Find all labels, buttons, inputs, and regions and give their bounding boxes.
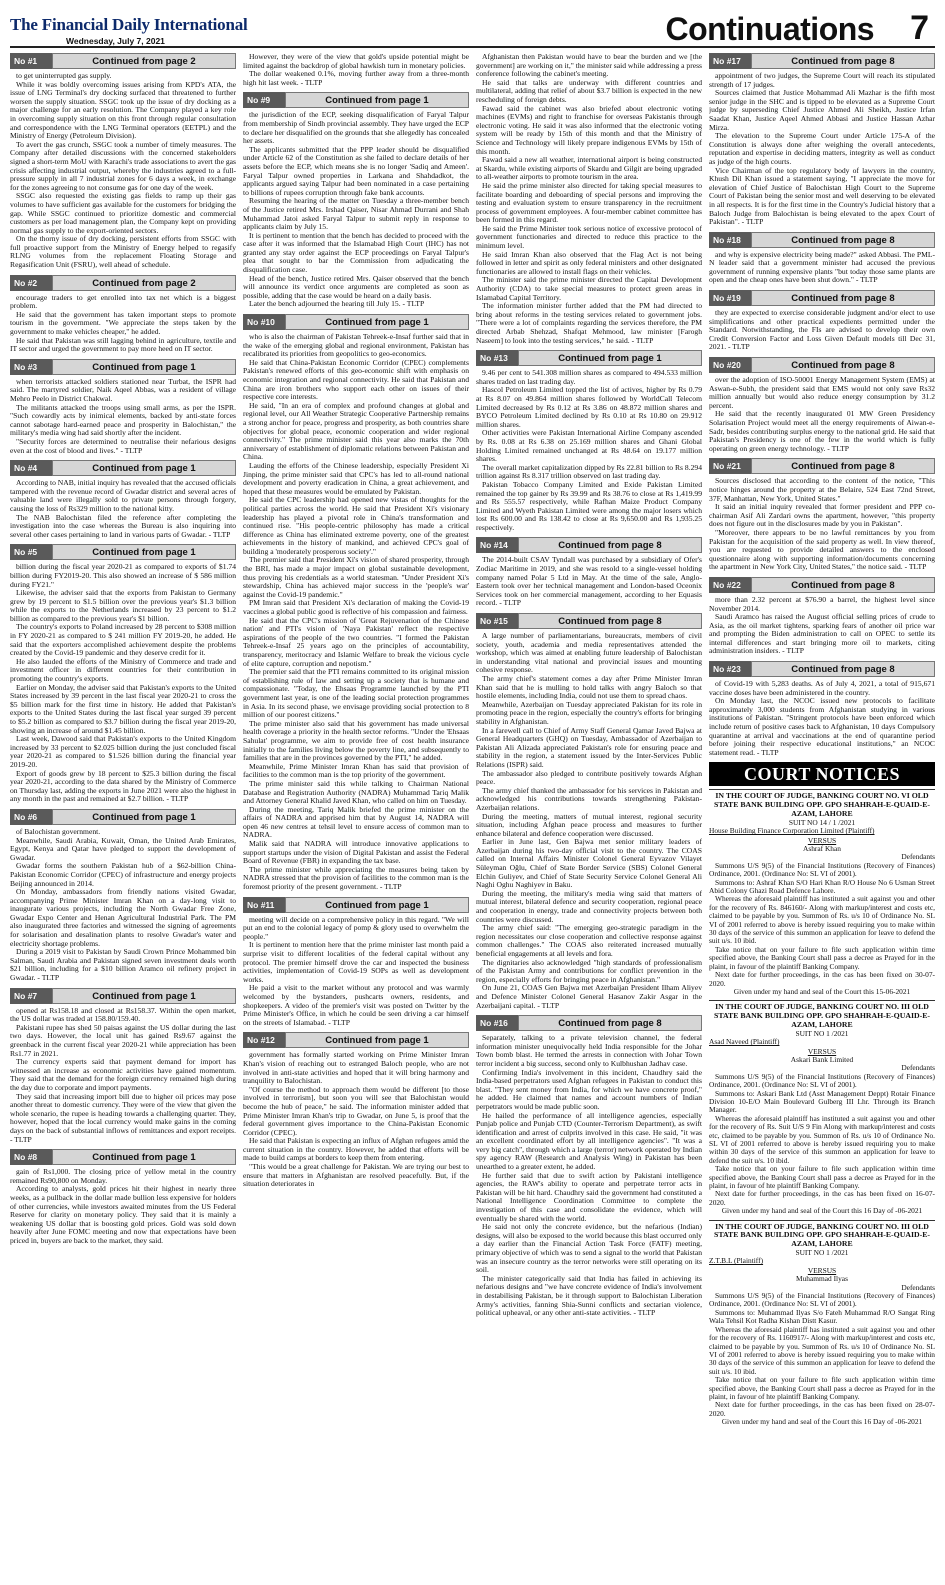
story-body xyxy=(10,828,236,983)
story-header xyxy=(10,1149,236,1165)
story-paragraph: During the meeting, Tariq Malik briefed the prime minister on the affairs of NADRA and apprised him that by August 14, NADRA will open 46 new centres at tehsil level to ensure access of common man to NADRA. xyxy=(243,804,469,840)
story-paragraph: encourage traders to get enrolled into tax net which is a biggest problem. xyxy=(10,292,236,311)
notice-defendants-label: Defendants xyxy=(901,1282,935,1292)
notice-body xyxy=(709,1292,935,1418)
story-continued-label: Continued from page 8 xyxy=(751,458,935,474)
story-number: No #11 xyxy=(243,897,285,913)
story-paragraph: Meanwhile, Prime Minister Imran Khan has said that provision of facilities to the common man is the top priority of the government. xyxy=(243,761,469,780)
story-header xyxy=(476,1015,702,1031)
story-number: No #6 xyxy=(10,809,52,825)
story xyxy=(10,275,236,354)
story xyxy=(10,988,236,1145)
story xyxy=(709,661,935,757)
story xyxy=(243,92,469,309)
story xyxy=(243,897,469,1028)
story-header xyxy=(709,661,935,677)
story-paragraph: Resuming the hearing of the matter on Tuesday a three-member bench of the Justice retired Mrs. Irshad Qaiser, Nisar Ahmad Durrani and Shah Muhammad Jatoi asked Faryal Talpur to submit reply in response to applicants claim by July 15. xyxy=(243,196,469,232)
story-paragraph: He said that Pakistan was still lagging behind in agriculture, textile and IT sector and urged the government to pay more heed on IT sector. xyxy=(10,335,236,354)
story-paragraph: The premier said that President Xi's vision of shared prosperity, through the BRI, has made a major impact on global sustainable development, thus proving his credentials as a world statesman. "Under President Xi's stewardship, China has achieved major success in the 'people's war' against the Covid-19 pandemic." xyxy=(243,555,469,599)
story-paragraph: The currency experts said that payment demand for import has witnessed an increase as economic activities have gained momentum. They said that the demand for the foreign currency remained high during the day due to corporate and import payments. xyxy=(10,1057,236,1092)
story-paragraph: of Covid-19 with 5,283 deaths. As of July 4, 2021, a total of 915,671 vaccine doses have been administered in the country. xyxy=(709,679,935,697)
story-paragraph: Malik said that NADRA will introduce innovative applications to support startups under the vision of Digital Pakistan and assist the Federal Board of Revenue (FBR) in expanding the tax base. xyxy=(243,839,469,866)
story-body xyxy=(243,916,469,1028)
story xyxy=(243,314,469,892)
story-paragraph: Separately, talking to a private television channel, the federal information minister unequivocally held India responsible for the Johar Town bomb blast. He termed the arrests in connection with Johar Town terror incident a big success, second only to Kulbhushan Jadhav case. xyxy=(476,1033,702,1068)
notice-paragraph: Summons U/S 9(5) of the Financial Institutions (Recovery of Finances) Ordinance, 2001. (Ordinance No: SL VI of 2001). xyxy=(709,860,935,879)
notice-court-name: IN THE COURT OF JUDGE, BANKING COURT NO. III OLD STATE BANK BUILDING OPP. GPO SHAHRAH-E-QUAID-E-AZAM, LAHORE xyxy=(713,1221,931,1249)
story-paragraph: meeting will decide on a comprehensive policy in this regard. "We will put an end to the colonial legacy of pomp & glory used to overwhelm the people." xyxy=(243,914,469,941)
story-paragraph: To avert the gas crunch, SSGC took a number of timely measures. The Company after detailed discussions with the concerned stakeholders signed a short-term MoU with Karachi's trade associations to avert the gas crisis affecting industrial output, whereby the industries agreed to a full-pressure supply in all 7 industrial zones for 6 days a week, in exchange for the zones agreeing to not consume gas for one day of the week. xyxy=(10,139,236,192)
story-paragraph: "Of course the method to approach them would be different [to those involved in terrorism], but soon you will see that Balochistan would become the hub of peace," he said. The information minister added that Prime Minister Imran Khan's trip to Gwadar, on June 5, is proof that the federal government gives importance to the China-Pakistan Economic Corridor (CPEC). xyxy=(243,1084,469,1137)
story-paragraph: During the meeting, matters of mutual interest, regional security situation, including Afghan peace process and measures to further enhance bilateral and defence cooperation were discussed. xyxy=(476,811,702,838)
story-paragraph: He said not only the concrete evidence, but the nefarious (Indian) designs, will also be exposed to the world because this blast occurred only a day earlier than the Financial Action Task Force (FATF) meeting, primary objective of which was to send a signal to the world that Pakistan was an insecure country as the terror networks were still operating on its soil. xyxy=(476,1222,702,1275)
story-body xyxy=(243,333,469,892)
story-number: No #19 xyxy=(709,290,751,306)
story xyxy=(709,357,935,453)
notice-body xyxy=(709,1073,935,1208)
story xyxy=(10,359,236,455)
story-paragraph: It is pertinent to mention that the bench has decided to proceed with the case after it was informed that the Islamabad High Court (IHC) has not granted any stay order against the ECP proceedings on Faryal Talpur's plea that sought to bar the Commission from adjudicating the disqualification case. xyxy=(243,230,469,275)
story-continued-label: Continued from page 1 xyxy=(52,544,236,560)
story-header xyxy=(10,988,236,1004)
notice-paragraph: Next date for further proceedings, in the cas has been fixed on 30-07-2020. xyxy=(709,970,935,988)
story-header xyxy=(10,544,236,560)
notice-paragraph: Summons U/S 9(5) of the Financial Institutions (Recovery of Finances) Ordinance, 2001. (Ordinance No: SL VI of 2001). xyxy=(709,1071,935,1090)
story-paragraph: The prime minister while appreciating the measures being taken by NADRA stressed that the provision of facilities to the common man is the foremost priority of the present government. - TLTP xyxy=(243,864,469,892)
notice-defendant: Askari Bank Limited xyxy=(790,1054,854,1064)
story-paragraph: Last week, Dawood said that Pakistan's exports to the United Kingdom increased by 33 percent to $2.025 billion during the just concluded fiscal year 2020-21 as compared to $1.526 billion during the financial year 2019-20. xyxy=(10,734,236,769)
masthead-right xyxy=(666,10,936,46)
story-paragraph: He said that the government has taken important steps to promote tourism in the government. "We appreciate the steps taken by the government to make vehicles cheaper," he added. xyxy=(10,309,236,337)
story-paragraph: of Balochistan government. xyxy=(16,826,101,836)
story-continued-label: Continued from page 1 xyxy=(52,1149,236,1165)
story-continued-label: Continued from page 1 xyxy=(52,460,236,476)
story-header xyxy=(10,460,236,476)
story-paragraph: Export of goods grew by 18 percent to $25.3 billion during the fiscal year 2020-21, according to the data shared by the Ministry of Commerce on Thursday last, adding the exports in June 2021 were also the highest in any month in the past and remained at $2.7 billion. - TLTP xyxy=(10,768,236,804)
story-paragraph: who is also the chairman of Pakistan Tehreek-e-Insaf further said that in the wake of the emerging global and regional environment, Pakistan has recalibrated its priorities from geopolitics to geo-economics. xyxy=(243,332,469,359)
story-number: No #15 xyxy=(476,613,518,629)
court-notice xyxy=(709,1220,935,1427)
story-paragraph: opened at Rs158.18 and closed at Rs158.37. Within the open market, the US dollar was traded at 158.80/159.40. xyxy=(10,1005,236,1024)
story-body xyxy=(709,477,935,572)
story xyxy=(10,460,236,539)
story-paragraph: The minister said the prime minister directed the Capital Development Authority (CDA) to take special measures to protect green areas in Islamabad Capital Territory. xyxy=(476,275,702,302)
notice-versus: VERSUS xyxy=(807,1046,837,1056)
court-notices-banner: COURT NOTICES xyxy=(709,762,935,786)
story-paragraph: Sources claimed that Justice Mohammad Ali Mazhar is the fifth most senior judge in the SHC and is tipped to be elevated as a Supreme Court judge by superseding Chief Justice Ahmed Ali Sheikh, Justice Irfan Saadat Khan, Justice Aqeel Ahmed Abbasi and Justice Hassan Azhar Mirza. xyxy=(709,88,935,132)
story-paragraph: Meanwhile, Azerbaijan on Tuesday appreciated Pakistan for its role in promoting peace in the region, especially the country's efforts for bringing stability in Afghanistan. xyxy=(476,699,702,726)
story-paragraph: The dignitaries also acknowledged "high standards of professionalism of the Pakistan Army and contributions for conflict prevention in the region, especially efforts for bringing peace in Afghanistan." xyxy=(476,957,702,984)
story-header xyxy=(709,357,935,373)
story-paragraph: It said an initial inquiry revealed that former president and PPP co-chairman Asif Ali Zardari owns the apartment, however, "this property does not figure out in the disclosures made by you in Pakistan". xyxy=(709,502,935,529)
story-header xyxy=(476,350,702,366)
story-continued-label: Continued from page 1 xyxy=(285,897,469,913)
notice-court-name: IN THE COURT OF JUDGE, BANKING COURT NO. VI OLD STATE BANK BUILDING OPP. GPO SHAHRAH-E-QUAID-E-AZAM, LAHORE xyxy=(713,791,931,818)
story xyxy=(476,613,702,1010)
story-continued-label: Continued from page 8 xyxy=(751,232,935,248)
story-number: No #22 xyxy=(709,577,751,593)
masthead-left xyxy=(10,15,248,46)
notice-paragraph: Next date for further proceedings, in the cas has been fixed on 28-07-2020. xyxy=(709,1400,935,1418)
story-body xyxy=(709,309,935,352)
notice-paragraph: Summons to: Ashraf Khan S/O Hari Khan R/O House No 6 Usman Street Abid Colony Ghazi Road Defence Lahore. xyxy=(709,877,935,896)
story-paragraph: The dollar weakened 0.1%, moving further away from a three-month high hit last week. - TLTP xyxy=(243,69,469,87)
story-paragraph: appointment of two judges, the Supreme Court will reach its stipulated strength of 17 judges. xyxy=(709,71,935,89)
notice-body xyxy=(709,862,935,988)
notice-paragraph: Whereas the aforesaid plaintiff has instituted a suit against you and other for the recovery of Rs. 1160917/- Along with markup/interest and costs etc, claimed to be payable by you. Summon of Rs. u/s 10 of Ordinance No. SL VI of 2001 referred to above is hereby issued requiring you to make within 30 days of the service of this summon an application for leave to defend the suit u/s. 10 ibid. xyxy=(709,1324,935,1376)
story xyxy=(709,53,935,227)
story-paragraph: The applicants submitted that the PPP leader should be disqualified under Article 62 of the Constitution as she failed to declare details of her assets before the ECP, which means she is no longer 'Sadiq and Ameen'. Faryal Talpur owned properties in Larkana and Shahdadkot, the applicants argued saying Talpur had been nominated in a case pertaining to billions of rupees corruption through fake bank accounts. xyxy=(243,144,469,197)
story-paragraph: SSGC also requested the existing gas fields to ramp up their gas volumes to have sufficient gas available for the customers for bridging the gap. While SSGC continued to prioritize domestic and commercial customers as per load management plan, the Company kept on providing normal gas supply to the export-oriented sectors. xyxy=(10,191,236,235)
page-number: 7 xyxy=(910,9,929,47)
notice-plaintiff: Z.T.B.L (Plaintiff) xyxy=(709,1256,764,1266)
story-paragraph: Pakistan Tobacco Company Limited and Exide Pakistan Limited remained the top gainer by Rs 39.99 and Rs 38.76 to close at Rs 1,419.99 and Rs 555.57 respectively, while Rafhan Maize Product Company Limited and Wyeth Pakistan Limited were among the major losers which lost Rs 600.00 and Rs 138.42 to close at Rs 9,650.00 and Rs 1,935.25 respectively. xyxy=(476,479,702,532)
story-paragraph: A large number of parliamentarians, bureaucrats, members of civil society, youth, academia and media representatives attended the workshop, which was aimed at enabling future leadership of Balochistan in understanding vital national and provincial issues and mounting cohesive response. xyxy=(476,631,702,675)
story-body xyxy=(709,680,935,757)
story-paragraph: Later the bench adjourned the hearing till July 15. - TLTP xyxy=(249,299,425,309)
story xyxy=(476,1015,702,1318)
story-paragraph: The information minister further added that the PM had directed to bring about reforms in the testing services related to government jobs. "There were a lot of complaints regarding the services therefore, the PM directed Arbab Shehzad, Shafqat Mehmood, law minister [Farogh Naseem] to look into the testing services," he said. - TLTP xyxy=(476,301,702,345)
story-paragraph: On Monday last, the NCOC issued new protocols to facilitate approximately 3,000 students from Afghanistan studying in various institutions of Pakistan. "Stringent protocols have been enforced which include return of positive cases back to Afghanistan, 10 days Compulsory quarantine at arrival and vaccinations at the end of quarantine period before joining their respective educational institutions," an NCOC statement read. - TLTP xyxy=(709,696,935,757)
story-paragraph: Hascol Petroleum Limited topped the list of actives, higher by Rs 0.79 at Rs 8.07 on 49.864 million shares followed by WorldCall Telecom Limited decreased by Rs 0.12 at Rs 3.86 on 48.872 million shares and BYCO Petroleum Limited declined by Rs 0.10 at Rs 10.80 on 29.912 million shares. xyxy=(476,385,702,429)
story-paragraph: to get uninterrupted gas supply. xyxy=(16,71,112,80)
story-header xyxy=(10,53,236,69)
story-continued-label: Continued from page 8 xyxy=(518,1015,702,1031)
story-paragraph: He said that Pakistan is expecting an influx of Afghan refugees amid the current situation in the country. However, he added that efforts will be made to build camps at borders to keep them from entering. xyxy=(243,1136,469,1163)
story xyxy=(476,53,702,345)
story-body xyxy=(476,1034,702,1318)
notice-defendants-label: Defendants xyxy=(901,852,935,862)
story xyxy=(476,537,702,608)
story-paragraph: He said, "In an era of complex and profound changes at global and regional level, our All Weather Strategic Cooperative Partnership remains a strong anchor for peace, progress and prosperity, as both countries share objectives for global peace, economic cooperation and wider regional connectivity." The prime minister said this year also marks the 70th anniversary of establishment of diplomatic relations between Pakistan and China. xyxy=(243,400,469,462)
story-header xyxy=(709,458,935,474)
column-3 xyxy=(476,53,702,1581)
story-number: No #8 xyxy=(10,1149,52,1165)
story-paragraph: "This would be a great challenge for Pakistan. We are trying our best to ensure that matters in Afghanistan are resolved peacefully. But, if the situation deteriorates in xyxy=(243,1162,469,1189)
story-paragraph: He said that China-Pakistan Economic Corridor (CPEC) complements Pakistan's renewed efforts of this geo-economic shift with emphasis on economic integration and regional connectivity. He said that Pakistan and China are iron brothers who support each other on issues of their respective core interests. xyxy=(243,357,469,402)
story-paragraph: The prime minister said this while talking to Chairman National Database and Registration Authority (NADRA) Muhammad Tariq Malik and Attorney General Khalid Javed Khan, who called on him on Tuesday. xyxy=(243,778,469,806)
notice-paragraph: Take notice that on your failure to file such application within time specified above, the Banking Court shall pass a decree as Prayed for in the plaint, in favour of hte plaintiff Banking Company. xyxy=(709,1164,935,1191)
story-body xyxy=(10,378,236,455)
story-body xyxy=(10,1007,236,1145)
story-continued-label: Continued from page 1 xyxy=(285,1032,469,1048)
story-number: No #17 xyxy=(709,53,751,69)
notice-given-under: Given under my hand and seal of the Court this 16 Day of -06-2021 xyxy=(721,1417,923,1427)
story-header xyxy=(10,275,236,291)
story-paragraph: The NAB Balochistan filed the reference after completing the investigation into the case whereas the Bureau is also inquiring into several other cases pertaining to land in various parts of Gwadar. - TLTP xyxy=(10,512,236,539)
story-header xyxy=(243,92,469,108)
column-2 xyxy=(243,53,469,1581)
story-number: No #4 xyxy=(10,460,52,476)
story-paragraph: During a 2019 visit to Pakistan by Saudi Crown Prince Mohammed bin Salman, Saudi Arabia and Pakistan signed seven investment deals worth $21 billion, including for a $10 billion Aramco oil refinery project in Gwadar. - TLTP xyxy=(10,947,236,983)
masthead xyxy=(10,8,935,48)
story-paragraph: they are expected to exercise considerable judgment and/or elect to use simplifications and other practical expedients permitted under the Standard. Notwithstanding, the FIs are advised to develop their own Credit Conversion Factor and Loss Given Default models till Dec 31, 2021. - TLTP xyxy=(709,308,935,352)
story-number: No #1 xyxy=(10,53,52,69)
story xyxy=(476,350,702,532)
story-paragraph: While it was boldly overcoming issues arising from KPD's ATA, the issue of LNG Terminal's dry docking surfaced that threatened to further worsen the supply situation. SSGC took up the issue of dry docking as a major challenge for an early resolution. The Company played a key role in overcoming supply situation on this front through regular consultation and correspondence with the LNG Terminal operators (EETPL) and the Ministry of Energy (Petroleum Division). xyxy=(10,79,236,141)
story-continued-label: Continued from page 1 xyxy=(52,359,236,375)
notice-paragraph: Whereas the aforesaid plaintiff has instituted a suit against you and other for the recovery of Rs. 846160/- Along with markup/interest and costs etc, claimed to be payable by you. Summon of Rs. u/s 10 of Ordinance No. SL VI of 2001 referred to above is hereby issued requiring you to make within 30 days of the service of this summon an application for leave to defend the suit u/s. 10 ibid. xyxy=(709,894,935,946)
story-paragraph: He hailed the performance of all intelligence agencies, especially Punjab police and Punjab CTD (Counter-Terrorism Department), as swift identification and arrest of culprits involved in this case. He said, "it was an excellent coordinated effort by all intelligence agencies". "It was a very big catch", through which a large (terror) network operated by Indian spy agency RAW (Research and Analysis Wing) in Pakistan has been unearthed to a greater extent, he added. xyxy=(476,1110,702,1172)
story-body xyxy=(10,294,236,354)
story-paragraph: The premier said that the PTI remains committed to its original mission of establishing rule of law and setting up a society that is humane and compassionate. "Today, the Ehsaas Programme launched by the PTI government last year, is one of the leading social protection programmes in Asia. In its second phase, we envisage providing social protection to 8 million of our poorest citizens." xyxy=(243,667,469,720)
story-continued-label: Continued from page 1 xyxy=(52,988,236,1004)
story-body xyxy=(10,479,236,539)
section-title: Continuations xyxy=(665,11,875,47)
story xyxy=(709,458,935,572)
story xyxy=(709,232,935,285)
notice-suit-number: SUIT NO 1 /2021 xyxy=(795,1028,849,1038)
story-paragraph: 9.46 per cent to 541.308 million shares as compared to 494.533 million shares traded on last trading day. xyxy=(476,368,702,386)
story-paragraph: "Moreover, there appears to be no lawful remittances by you from Pakistan for the acquisition of the said property as well. In view thereof, you are requested to provide detailed answers to the enclosed questionnaire along with supporting information/documents concerning the apartment in New York City, United States," the notice said. - TLTP xyxy=(709,527,935,572)
story-continued-label: Continued from page 8 xyxy=(751,290,935,306)
story xyxy=(243,1032,469,1189)
story-body xyxy=(476,369,702,532)
story xyxy=(10,53,236,270)
story-paragraph: Meanwhile, Saudi Arabia, Kuwait, Oman, the United Arab Emirates, Egypt, Kenya and Qatar have pledged to support the development of Gwadar. xyxy=(10,835,236,862)
story xyxy=(10,1149,236,1245)
story-number: No #9 xyxy=(243,92,285,108)
story-number: No #3 xyxy=(10,359,52,375)
notice-given-under: Given under my hand and seal of the Court this 16 Day of -06-2021 xyxy=(721,1206,923,1216)
story-paragraph: Vice Chairman of the top regulatory body of lawyers in the country, Khush Dil Khan issued a statement saying, "I appreciate the move for elevation of Chief Justice of Balochistan High Court to the Supreme Court of Pakistan being the senior most and well deserving to be elevated in all respects. It is for the first time in the Country's Judicial history that a Baloch Judge from Balochistan is being elevated to the apex Court of Pakistan". - TLTP xyxy=(709,165,935,227)
story-number: No #13 xyxy=(476,350,518,366)
story-number: No #16 xyxy=(476,1015,518,1031)
story-paragraph: when terrorists attacked soldiers stationed near Turbat, the ISPR had said. The martyred soldier, Naik Aqeel Abbas, was a resident of village Mehro Peelo in District Chakwal. xyxy=(10,376,236,403)
story-paragraph: However, they were of the view that gold's upside potential might be limited against the backdrop of global hawkish turn in monetary policies. xyxy=(243,53,469,70)
story-continued-label: Continued from page 1 xyxy=(518,350,702,366)
story-paragraph: gain of Rs1,000. The closing price of yellow metal in the country remained Rs90,800 on Monday. xyxy=(10,1167,236,1185)
story-header xyxy=(10,359,236,375)
story-paragraph: government has formally started working on Prime Minister Imran Khan's vision of reaching out to estranged Baloch people, who are not involved in anti-state activities and hoped that it will bring harmony and tranquility to Balochistan. xyxy=(243,1050,469,1086)
story-paragraph: billion during the fiscal year 2020-21 as compared to exports of $1.74 billion during FY2019-20. This also showed an increase of $ 586 million during FY21." xyxy=(10,562,236,589)
story-paragraph: Earlier on Monday, the adviser said that Pakistan's exports to the United States increased by 39 percent in the last fiscal year 2020-21 to cross the $5 billion mark for the first time in history. He added that Pakistan's exports to the United States during the last fiscal year surged 39 percent to $5.2 billion as compared to $3.7 billion during the fiscal year 2019-20, showing an increase of around $1.45 billion. xyxy=(10,682,236,735)
story-paragraph: On Monday, ambassadors from friendly nations visited Gwadar, accompanying Prime Minister Imran Khan on a day-long visit to inaugurate various projects, including the North Gwadar Free Zone, Gwadar Expo Center and Henan Agricultural Industrial Park. The PM also inaugurated three factories and witnessed the signing of agreements for solarisation and desalination plants to resolve Gwadar's water and electricity shortage problems. xyxy=(10,887,236,948)
story-paragraph: Earlier in June last, Gen Bajwa met senior military leaders of Azerbaijan during his two-day official visit to the country. The COAS called on Internal Affairs Minister Colonel General Eyvazov Vilayet Süleyman Oğlu, Chief of State Border Service (SBS) Colonel General Elchin Guliyev, and Chief of State Security Service Colonel General Ali Naghi Oghu Naghiyev in Baku. xyxy=(476,837,702,890)
story-paragraph: It is pertinent to mention here that the prime minister last month paid a surprise visit to different localities of the federal capital without any protocol. The premier himself drove the car and inspected the business activities, implementation of Covid-19 SOPs as well as development works. xyxy=(243,940,469,984)
story-paragraph: Fawad said the cabinet was also briefed about electronic voting machines (EVMs) and right to franchise for overseas Pakistanis through electronic voting. He said it was also informed that the electronic voting system will be ready by 15th of this month and that the Ministry of Science and Technology will likely prepare indigenous EVMs by 15th of this month. xyxy=(476,103,702,156)
story-paragraph: He said that the recently inaugurated 01 MW Green Presidency Solarisation Project would meet all the energy requirements of Aiwan-e-Sadr, besides contributing surplus energy to the national grid. He said that Pakistan's Presidency is one of the few in the world which is fully operating on green energy technology. - TLTP xyxy=(709,409,935,453)
story-continued-label: Continued from page 8 xyxy=(518,537,702,553)
story-number: No #2 xyxy=(10,275,52,291)
notice-plaintiff: House Building Finance Corporation Limited (Plaintiff) xyxy=(709,826,875,836)
story-header xyxy=(476,537,702,553)
notice-defendant: Ashraf Khan xyxy=(803,844,841,854)
story-paragraph: The militants attacked the troops using small arms, as per the ISPR. "Such cowardly acts by inimical elements, backed by anti-state forces cannot sabotage hard-earned peace and prosperity in Balochistan," the military's media wing had said shortly after the incident. xyxy=(10,402,236,438)
story xyxy=(10,544,236,804)
story-continued-label: Continued from page 8 xyxy=(751,661,935,677)
story xyxy=(243,53,469,87)
story-paragraph: Pakistani rupee has shed 50 paisas against the US dollar during the last two days. However, the local unit has gained Rs9.67 against the greenback in the current fiscal year 2020-21 while appreciation has been Rs1.77 in 2021. xyxy=(10,1022,236,1058)
story-body xyxy=(243,1051,469,1189)
story-body xyxy=(709,72,935,227)
story-paragraph: PM Imran said that President Xi's declaration of making the Covid-19 vaccines a global public good is reflective of his compassion and fairness. xyxy=(243,598,469,617)
story-continued-label: Continued from page 1 xyxy=(285,314,469,330)
story-number: No #14 xyxy=(476,537,518,553)
notice-paragraph: Next date for further proceedings, in the cas has been fixed on 16-07-2020. xyxy=(709,1189,935,1207)
story-number: No #23 xyxy=(709,661,751,677)
story-paragraph: During the meeting, the military's media wing said that matters of mutual interest, bilateral defence and security cooperation, regional peace and cooperation in energy, trade and connectivity projects between both countries were discussed. xyxy=(476,888,702,924)
story-paragraph: The overall market capitalization dipped by Rs 22.81 billion to Rs 8.294 trillion against Rs 8.317 trillion observed on last trading day. xyxy=(476,462,702,481)
story-paragraph: According to analysts, gold prices hit their highest in nearly three weeks, as a pullback in the dollar made bullion less expensive for holders of other currencies, while investors awaited minutes from the US Federal Reserve for clarity on monetary policy. They said that it is mainly a weakening US dollar that is boosting gold prices. Gold was sold down heavily after June FOMC meeting and now that expectations have been priced in, buyers are back to the market, they said. xyxy=(10,1184,236,1245)
story-paragraph: On the thorny issue of dry docking, persistent efforts from SSGC with full proactive support from the Ministry of Energy helped to regasify RLNG volumes from the replacement Floating Storage and Regasification Unit (FSRU), well ahead of schedule. xyxy=(10,234,236,270)
story-paragraph: Afghanistan then Pakistan would have to bear the burden and we [the government] are working on it," the minister said while addressing a press conference following the cabinet's meeting. xyxy=(476,53,702,79)
story-continued-label: Continued from page 2 xyxy=(52,53,236,69)
story-paragraph: the jurisdiction of the ECP, seeking disqualification of Faryal Talpur from membership of Sindh provincial assembly. They have urged the ECP to declare her disqualified on the grounds that she allegedly has concealed her assets. xyxy=(243,110,469,146)
paper-date: Wednesday, July 7, 2021 xyxy=(66,36,165,46)
story-paragraph: The minister categorically said that India has failed in achieving its nefarious designs and "we have concrete evidence of India's involvement in destabilising Pakistan, be it through support to Balochistan Liberation Army's activities, fanning Shia-Sunni conflicts and sectarian violence, political upheaval, or any other anti-state activities. - TLTP xyxy=(476,1273,702,1318)
notice-paragraph: Summons to: Askari Bank Ltd (Asst Management Deppt) Rotair Finance Division 10-E/O Main Boulevard Gulberg III Lhr. Through its Branch Manager. xyxy=(709,1088,935,1115)
columns xyxy=(10,53,935,1581)
story-continued-label: Continued from page 2 xyxy=(52,275,236,291)
story-paragraph: Other activities were Pakistan International Airline Company ascended by Rs. 0.08 at Rs 6.38 on 25.169 million shares and Ghani Global Holding Limited remained unchanged at Rs 48.64 on 19.177 million shares. xyxy=(476,428,702,464)
column-1 xyxy=(10,53,236,1581)
story-body xyxy=(476,556,702,608)
story-continued-label: Continued from page 8 xyxy=(751,357,935,373)
story-paragraph: He said the prime minister also directed for taking special measures to facilitate boarding and deboarding of special persons and improving the testing and evaluation system to ensure transparency in the recruitment process of government employees. A four-member cabinet committee has been formed in this regard. xyxy=(476,180,702,225)
notice-paragraph: Summons to: Muhammad Ilyas S/o Fateh Muhammad R/O Sangat Ring Wala Tehsil Kot Radha Kishan Distt Kasur. xyxy=(709,1307,935,1326)
story-paragraph: The country's exports to Poland increased by 28 percent to $308 million in FY 2020-21 as compared to $ 241 million FY 2019-20, he added. He said that the exporters accomplished achievement despite the problems created by the Covid-19 pandemic and they deserve credit for it. xyxy=(10,622,236,658)
story-body xyxy=(243,111,469,309)
story-paragraph: According to NAB, initial inquiry has revealed that the accused officials tampered with the revenue record of Gwadar district and several acres of valuable land were illegally sold to private persons through forgery, causing the loss of Rs329 million to the national kitty. xyxy=(10,478,236,513)
story-continued-label: Continued from page 1 xyxy=(285,92,469,108)
story-number: No #5 xyxy=(10,544,52,560)
story-paragraph: He said that the CPC's mission of 'Great Rejuvenation of the Chinese nation' and PTI's vision of 'Naya Pakistan' reflect the respective aspirations of the people of the two countries. "I formed the Pakistan Tehreek-e-Insaf 25 years ago on the principles of accountability, transparency, meritocracy and Islamic Welfare to break the vicious cycle of elite capture, corruption and nepotism." xyxy=(243,615,469,668)
story-paragraph: more than 2.32 percent at $76.90 a barrel, the highest level since November 2014. xyxy=(709,594,935,613)
story-paragraph: and why is expensive electricity being made?" asked Abbasi. The PML-N leader said that a government minister had accused the previous government of running expensive plants "but today those same plants are open and the cheap ones have been shut down." - TLTP xyxy=(709,249,935,285)
story-paragraph: Confirming India's involvement in this incident, Chaudhry said the India-based perpetrators used Afghan refugees in Pakistan to conduct this blast. "They sent money from India, for which we have concrete proof," he added. He claimed that names and account numbers of Indian perpetrators would be made public soon. xyxy=(476,1067,702,1111)
court-notice xyxy=(709,1000,935,1215)
story-number: No #21 xyxy=(709,458,751,474)
story-continued-label: Continued from page 8 xyxy=(751,53,935,69)
notice-court-name: IN THE COURT OF JUDGE, BANKING COURT NO. III OLD STATE BANK BUILDING OPP. GPO SHAHRAH-E-QUAID-E-AZAM, LAHORE xyxy=(713,1002,931,1029)
story-paragraph: "Security forces are determined to neutralise their nefarious designs even at the cost of blood and lives." - TLTP xyxy=(10,436,236,455)
story-paragraph: Sources disclosed that according to the content of the notice, "This notice hinges around the property at the Belaire, 524 East 72nd Street, 37F, Manhattan, New York, United States." xyxy=(709,476,935,503)
story xyxy=(10,809,236,983)
story-header xyxy=(709,290,935,306)
notice-paragraph: Take notice that on your failure to file such application within time specified above, the Banking Court shall pass a decree as Prayed for in the plaint, in favour of the plaintiff Banking Company. xyxy=(709,944,935,971)
story-paragraph: over the adoption of ISO-50001 Energy Management System (EMS) at Aswan-e-Subh, the president said that EMS would not only save Rs32 million annually but would also reduce energy consumption by 31.2 percent. xyxy=(709,375,935,410)
story-body xyxy=(709,596,935,656)
story-number: No #18 xyxy=(709,232,751,248)
story-body xyxy=(476,53,702,345)
story-paragraph: The army chief thanked the ambassador for his services in Pakistan and acknowledged his contributions towards strengthening Pakistan-Azerbaijan relations. xyxy=(476,785,702,812)
story-number: No #7 xyxy=(10,988,52,1004)
notice-suit-number: SUIT NO 14 / 1 /2021 xyxy=(788,817,856,827)
notice-versus: VERSUS xyxy=(807,835,837,845)
story-header xyxy=(243,314,469,330)
story-paragraph: He said Imran Khan also observed that the Flag Act is not being followed in letter and spirit as only federal ministers and other designated functionaries are allowed to install flags on their vehicles. xyxy=(476,249,702,276)
story-paragraph: He said that talks are underway with different countries and multilateral, adding that relief of about $3.7 billion is expected in the new rescheduling of foreign debts. xyxy=(476,77,702,104)
paper-name: The Financial Daily International xyxy=(10,15,248,34)
story-header xyxy=(476,613,702,629)
notice-defendant: Muhammad Ilyas xyxy=(796,1274,848,1284)
notice-paragraph: Summons U/S 9(5) of the Financial Institutions (Recovery of Finances) Ordinance, 2001. (Ordinance No: SL VI of 2001). xyxy=(709,1291,935,1309)
story-paragraph: They said that increasing import bill due to higher oil prices may pose another threat to domestic currency. They were of the view that given the whole scenario, the rupee is heading towards a challenging quarter. They, however, hoped that the local currency would make gains in the coming days on the back of substantial inflows of remittances and export receipts. - TLTP xyxy=(10,1091,236,1144)
story-paragraph: The ambassador also pledged to contribute positively towards Afghan peace. xyxy=(476,768,702,787)
story-continued-label: Continued from page 1 xyxy=(52,809,236,825)
story-header xyxy=(243,1032,469,1048)
story-paragraph: Head of the bench, Justice retired Mrs. Qaiser observed that the bench will announce its verdict once arguments are completed as soon as possible, adding that the case would be heard on a daily basis. xyxy=(243,273,469,300)
story-paragraph: Saudi Aramco has raised the August official selling prices of crude to Asia, as the oil market tightens, sparking fears of another oil price war and prompting the Biden administration to call on OPEC to settle its internal differences and start bringing more oil to markets, citing administration insiders. - TLTP xyxy=(709,612,935,656)
notice-versus: VERSUS xyxy=(807,1265,837,1275)
story-paragraph: He further said that due to swift action by Pakistani intelligence agencies, the RAW's ability to operate and perpetrate terror acts in Pakistan will be hit hard. Chaudhry said the government had constituted a National Intelligence Coordination Committee to complete the investigation of this case and consolidate the evidence, which will eventually be shared with the world. xyxy=(476,1170,702,1223)
story-paragraph: The army chief said: "The emerging geo-strategic paradigm in the region necessitates our close cooperation and collective response against common challenges." The COAS also reiterated increased mutually beneficial engagements at all levels and fora. xyxy=(476,923,702,958)
story-paragraph: Fawad said a new all weather, international airport is being constructed at Skardu, while existing airports of Skardu and Gilgit are being upgraded to all-weather airports to promote tourism in the area. xyxy=(476,155,702,182)
notice-paragraph: Take notice that on your failure to file such application within time specified above, the Banking Court shall pass a decree as Prayed for in the plaint, in favour of hte plaintiff Banking Company. xyxy=(709,1375,935,1401)
story-body xyxy=(243,53,469,87)
story xyxy=(709,577,935,656)
story-continued-label: Continued from page 8 xyxy=(751,577,935,593)
story-body xyxy=(10,72,236,270)
notice-defendants-label: Defendants xyxy=(901,1063,935,1073)
column-4 xyxy=(709,53,935,1581)
story-number: No #12 xyxy=(243,1032,285,1048)
notice-paragraph: Whereas the aforesaid plaintiff has instituted a suit against you and other for the recovery of Rs. Suit U/S 9 Fin Along with markup/interest and costs etc, claimed to be payable by you. Summon of Rs. u/s 10 of Ordinance No. SL VI of 2001 referred to above is hereby issued requiring you to make within 30 days of the service of this summon an application for leave to defend the suit u/s. 10 ibid. xyxy=(709,1113,935,1165)
story-paragraph: He also lauded the efforts of the Ministry of Commerce and trade and investment officer in different countries for their contribution in promoting the country's exports. xyxy=(10,656,236,684)
story-body xyxy=(709,251,935,285)
story-body xyxy=(10,1168,236,1245)
story-paragraph: Gwadar forms the southern Pakistan hub of a $62-billion China-Pakistan Economic Corridor (CPEC) of infrastructure and energy projects Beijing announced in 2014. xyxy=(10,861,236,888)
story-paragraph: The 2014-built CSAV Tyndall was purchased by a subsidiary of Ofer's Zodiac Maritime in 2019, and she was resold to a single-vessel holding company named Polar 5 Ltd in May. At the time of the sale, Anglo-Eastern took over her technical management and London-based Oceonix Services took on her commercial management, according to her Equasis record. - TLTP xyxy=(476,555,702,608)
story-header xyxy=(709,577,935,593)
story-paragraph: The army chief's statement comes a day after Prime Minister Imran Khan said that he is mulling to hold talks with angry Baloch so that hostile elements, including India, could not use them to spread chaos. xyxy=(476,674,702,701)
story-paragraph: The prime minister also said that his government has made universal health coverage a priority in the health sector reforms. "Under the 'Ehsaas Sahulat' programme, we aim to provide free of cost health insurance initially to the families living below the poverty line, and subsequently to families that are in the provinces governed by the PTI," he added. xyxy=(243,718,469,763)
story-paragraph: He paid a visit to the market without any protocol and was warmly welcomed by the bystanders, pushcarts owners, residents, and shopkeepers. A video of the premier's visit was posted on Twitter by the Prime Minister's Office, in which he could be seen driving a car himself on the streets of Islamabad. - TLTP xyxy=(243,983,469,1027)
story-header xyxy=(709,53,935,69)
story-header xyxy=(243,897,469,913)
notice-suit-number: SUIT NO 1 /2021 xyxy=(795,1248,849,1258)
story-body xyxy=(10,563,236,804)
story-number: No #10 xyxy=(243,314,285,330)
story-paragraph: He said the CPC leadership had opened new vistas of thoughts for the political parties across the world. He said that President Xi's visionary leadership has played a pivotal role in China's transformation and continued rise. "His people-centric philosophy has made a critical difference as China has eliminated extreme poverty, one of the greatest achievements in the history of mankind, and achieved CPC's goal of building a 'moderately prosperous society'." xyxy=(243,495,469,556)
story-paragraph: In a farewell call to Chief of Army Staff General Qamar Javed Bajwa at General Headquarters (GHQ) on Tuesday, Ambassador of Azerbaijan to Pakistan Ali Alizada appreciated Pakistan's role for ensuring peace and stability in the region, a statement issued by the Inter-Services Public Relations (ISPR) said. xyxy=(476,725,702,769)
story-paragraph: On June 21, COAS Gen Bajwa met Azerbaijan President Ilham Aliyev and Defence Minister Colonel General Hasanov Zakir Asgar in the Azerbaijani capital. - TLTP xyxy=(476,983,702,1010)
story-header xyxy=(10,809,236,825)
story-paragraph: He said the Prime Minister took serious notice of excessive protocol of government functionaries and directed to reduce this practice to the minimum level. xyxy=(476,223,702,251)
story-paragraph: The elevation to the Supreme Court under Article 175-A of the Constitution is always done after weighing the overall antecedents, reputation and expertise in deciding matters, integrity as well as conduct as judge of the high courts. xyxy=(709,131,935,166)
story-header xyxy=(709,232,935,248)
notice-given-under: Given under my hand and seal of the Court this 15-06-2021 xyxy=(733,986,911,996)
story-body xyxy=(709,376,935,453)
story-number: No #20 xyxy=(709,357,751,373)
story-continued-label: Continued from page 8 xyxy=(518,613,702,629)
story-body xyxy=(476,632,702,1010)
story-paragraph: Likewise, the adviser said that the exports from Pakistan to Germany grew by 19 percent to $1.5 billion over the previous year's $1.3 billion while the exports to the Netherlands increased by 23 percent to $1.2 billion as compared to the previous year's $1 billion. xyxy=(10,588,236,623)
notice-plaintiff: Asad Naveed (Plaintiff) xyxy=(709,1037,780,1047)
court-notice xyxy=(709,789,935,996)
story xyxy=(709,290,935,352)
story-paragraph: Lauding the efforts of the Chinese leadership, especially President Xi Jinping, the prime minister said that CPC's has led to all-round national development and poverty eradication in China, a great achievement, and hoped that these measures would be emulated by Pakistan. xyxy=(243,460,469,496)
